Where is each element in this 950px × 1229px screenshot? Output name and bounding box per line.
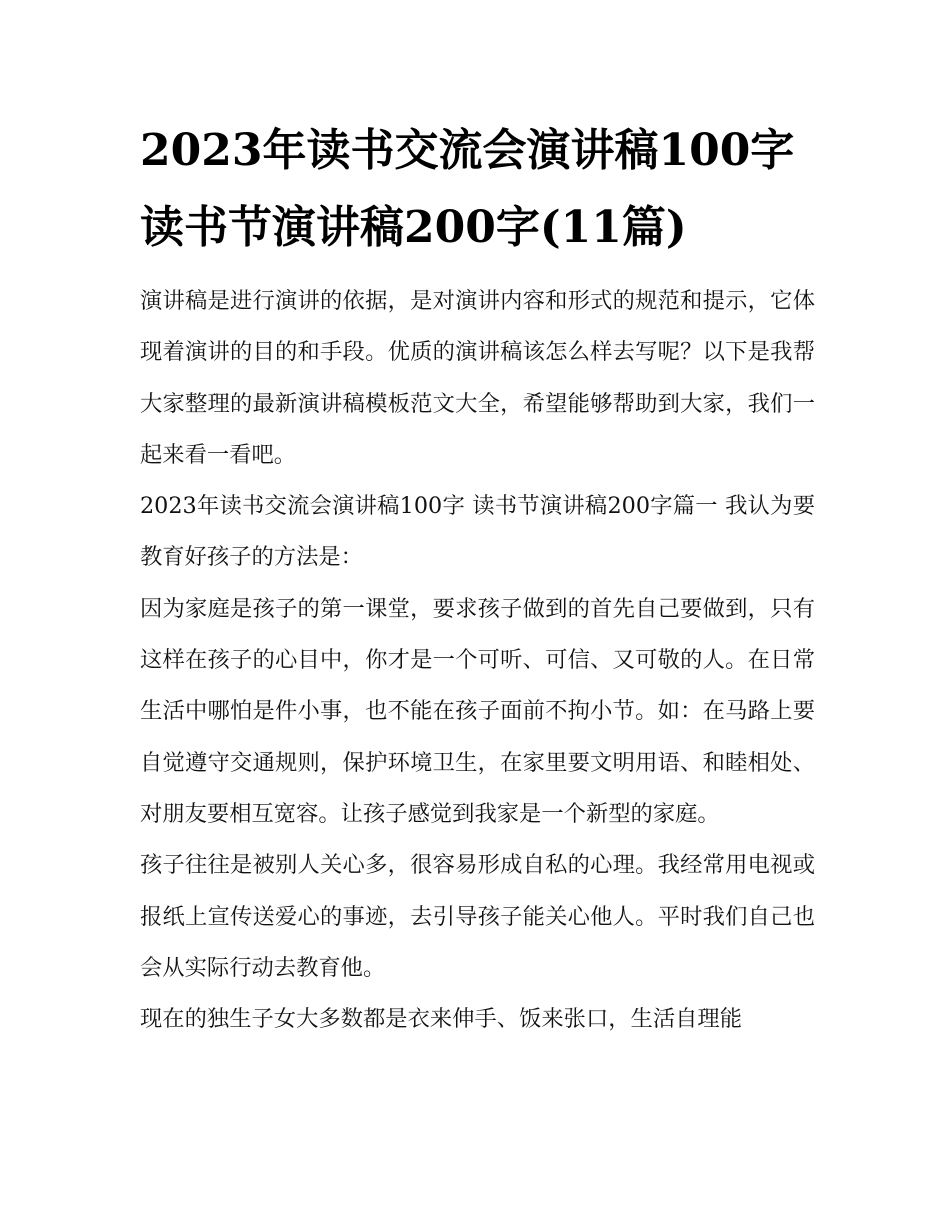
paragraph-caring-others: 孩子往往是被别人关心多，很容易形成自私的心理。我经常用电视或报纸上宣传送爱心的事迹，去引导孩子能关心他人。平时我们自己也会从实际行动去教育他。 xyxy=(140,852,815,981)
paragraph-intro: 演讲稿是进行演讲的依据，是对演讲内容和形式的规范和提示，它体现着演讲的目的和手段。优质的演讲稿该怎么样去写呢？以下是我帮大家整理的最新演讲稿模板范文大全，希望能够帮助到大家，我们一起来看一看吧。 xyxy=(140,288,815,468)
paragraph-section-heading: 2023年读书交流会演讲稿100字 读书节演讲稿200字篇一 我认为要教育好孩子的方法是： xyxy=(140,493,815,571)
document-title: 2023年读书交流会演讲稿100字 读书节演讲稿200字(11篇) xyxy=(140,125,795,253)
document-body xyxy=(140,276,815,1045)
paragraph-self-care: 现在的独生子女大多数都是衣来伸手、饭来张口，生活自理能 xyxy=(140,1006,743,1033)
paragraph-family-classroom: 因为家庭是孩子的第一课堂，要求孩子做到的首先自己要做到，只有这样在孩子的心目中，你才是一个可听、可信、又可敬的人。在日常生活中哪怕是件小事，也不能在孩子面前不拘小节。如：在马路上要自觉遵守交通规则，保护环境卫生，在家里要文明用语、和睦相处、对朋友要相互宽容。让孩子感觉到我家是一个新型的家庭。 xyxy=(140,595,815,827)
